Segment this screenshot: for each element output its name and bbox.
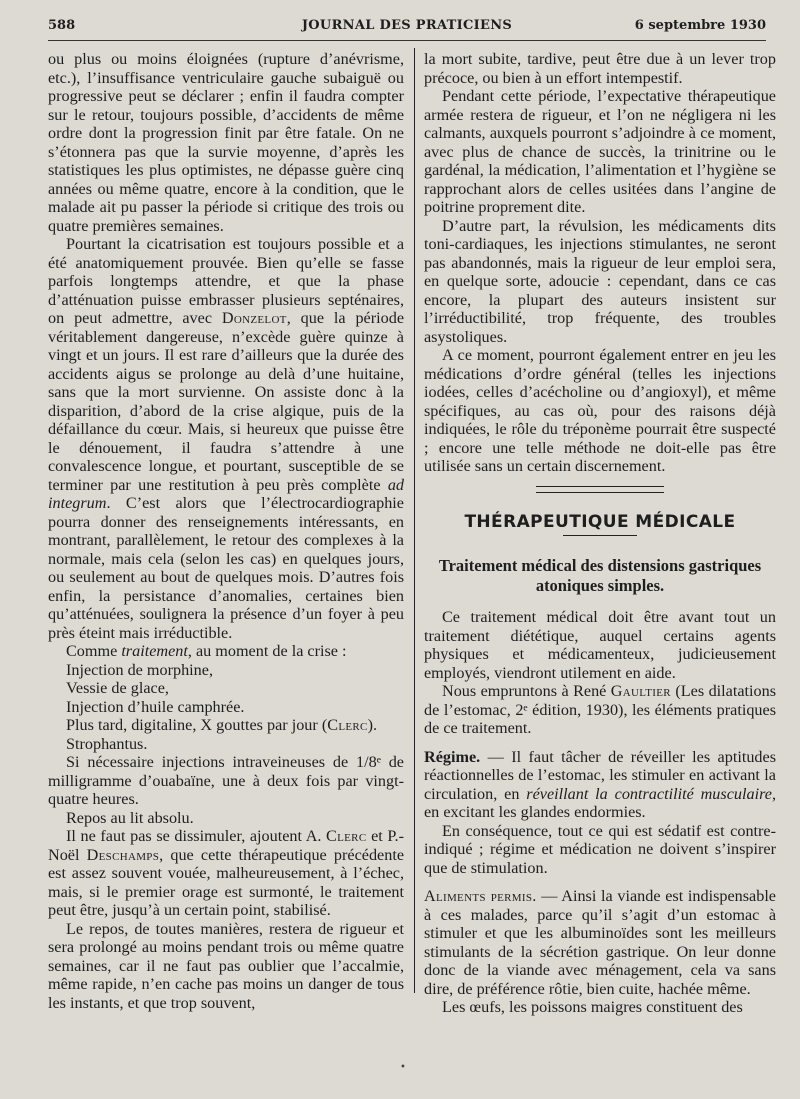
right-column [424,50,776,1017]
paragraph: Aliments permis. — Ainsi la viande est indispensable à ces malades, parce qu’il s’agit d’un estomac à stimuler et que les albuminoïdes sont les meilleurs stimulants de la sécrétion gastrique. On leur donne donc de la viande avec ménagement, cela va sans dire, de préférence rôtie, bien cuite, hachée même. [424,887,776,998]
paragraph: la mort subite, tardive, peut être due à un lever trop précoce, ou bien à un effort intempestif. [424,50,776,87]
paragraph: Les œufs, les poissons maigres constituent des [442,998,743,1016]
paragraph: Ce traitement médical doit être avant tout un traitement diététique, auquel certains agents physiques et médicamenteux, judicieusement employés, viendront utilement en aide. [424,608,776,682]
paragraph: En conséquence, tout ce qui est sédatif est contre-indiqué ; régime et médication ne doivent s’inspirer que de stimulation. [424,821,776,877]
paragraph: A ce moment, pourront également entrer en jeu les médications d’ordre général (telles les injections iodées, celles d’acécholine ou d’angioxyl), et même spécifiques, au cas où, pour des raisons déjà indiquées, le rôle du tréponème pourrait être suspecté ; encore une telle méthode ne doit-elle pas être utilisée sans un certain discernement. [424,346,776,475]
paragraph: Régime. — Il faut tâcher de réveiller les aptitudes réactionnelles de l’estomac, les stimuler en activant la circulation, en réveillant la contractilité musculaire, en excitant les glandes endormies. [424,747,777,821]
subheading: Régime. [424,747,481,766]
list-item: Strophantus. [66,734,148,753]
list-item: Vessie de glace, [66,679,169,697]
title-underline [563,535,637,536]
paragraph: Le repos, de toutes manières, restera de rigueur et sera prolongé au moins pendant trois ou même quatre semaines, car il ne faut pas oublier que l’accalmie, même rapide, n’en cache pas moins un danger de tous les instants, et que trop souvent, [48,919,404,1012]
journal-title: JOURNAL DES PRATICIENS [301,18,513,33]
paragraph: Pendant cette période, l’expectative thérapeutique armée restera de rigueur, et l’on ne négligera ni les calmants, auxquels pourront s’adjoindre à ce moment, avec plus de chance de succès, la trinitrine ou le gardénal, la médication, l’alimentation et l’hygiène se rapprochant alors de celles usitées dans l’angine de poitrine proprement dite. [424,87,776,216]
paragraph: ou plus ou moins éloignées (rupture d’anévrisme, etc.), l’insuffisance ventriculaire gauche subaiguë ou progressive peut se déclarer ; enfin il faudra compter sur le retour, toujours possible, d’accidents de même ordre dont la progression finit par être fatale. On ne s’étonnera pas que la survie moyenne, d’après les statistiques les plus optimistes, ne dépasse guère cinq années ou même quatre, encore à la condition, que le malade ait pu passer la période si critique des trois ou quatre premières semaines. [48,50,404,235]
paragraph: Il ne faut pas se dissimuler, ajoutent A. Clerc et P.-Noël Deschamps, que cette thérapeutique précédente est assez souvent vouée, malheureusement, à l’échec, mais, si le premier orage est surmonté, le traitement peut être, jusqu’à un certain point, stabilisé. [48,827,405,919]
subheading: Aliments permis. [424,887,537,905]
footer-mark: • [400,1062,406,1073]
paragraph: D’autre part, la révulsion, les médicaments dits toni-cardiaques, les injections stimulantes, ne seront pas abandonnés, mais la rigueur de leur emploi sera, en quelque sorte, adoucie : cependant, dans ce cas encore, la plupart des auteurs insistent sur l’irréductibilité, trop fréquente, des troubles asystoliques. [424,216,776,346]
list-item: Injection d’huile camphrée. [66,697,245,716]
list-item: Plus tard, digitaline, X gouttes par jour (Clerc). [66,716,378,734]
paragraph: Si nécessaire injections intraveineuses de 1/8ᵉ de milligramme d’ouabaïne, une à deux fois par vingt-quatre heures. [48,753,404,808]
author-name: Donzelot [221,309,287,327]
page-header [48,14,766,38]
paragraph: Pourtant la cicatrisation est toujours possible et a été anatomiquement prouvée. Bien qu’elle se fasse parfois longtemps attendre, et que la phase d’atténuation puisse embrasser plusieurs septénaires, on peut admettre, avec Donzelot, que la période véritablement dangereuse, n’excède guère quinze à vingt et un jours. Il est rare d’ailleurs que la durée des accidents aigus se prolonge au delà d’une huitaine, sans que la mort survienne. On assiste donc à la disparition, d’abord de la crise algique, puis de la défaillance du cœur. Mais, si heureux que puisse être le dénouement, il faudra s’attendre à une convalescence longue, et pourtant, susceptible de se terminer par une restitution à peu près complète ad integrum. C’est alors que l’électrocardiographie pourra donner des renseignements intéressants, en montrant, parallèlement, le retour des complexes à la normale, mais cela (selon les cas) en quelques jours, ou seulement au bout de quelques mois. D’autres fois enfin, la persistance d’anomalies, certaines bien qu’atténuées, soulignera la présence d’un foyer à peu près éteint mais irréductible. [48,235,404,642]
page-number: 588 [48,18,76,33]
column-divider [414,48,415,993]
article-title: Traitement médical des distensions gastriques atoniques simples. [438,556,762,595]
section-separator [536,486,664,493]
issue-date: 6 septembre 1930 [634,18,766,33]
paragraph: Nous empruntons à René Gaultier (Les dilatations de l’estomac, 2ᵉ édition, 1930), les éléments pratiques de ce traitement. [424,682,777,737]
paragraph: Repos au lit absolu. [66,808,194,827]
left-column [48,50,404,1012]
list-item: Injection de morphine, [66,660,213,679]
paragraph: Comme traitement, au moment de la crise : [66,642,347,660]
header-rule [48,40,766,41]
section-title: THÉRAPEUTIQUE MÉDICALE [464,511,736,532]
